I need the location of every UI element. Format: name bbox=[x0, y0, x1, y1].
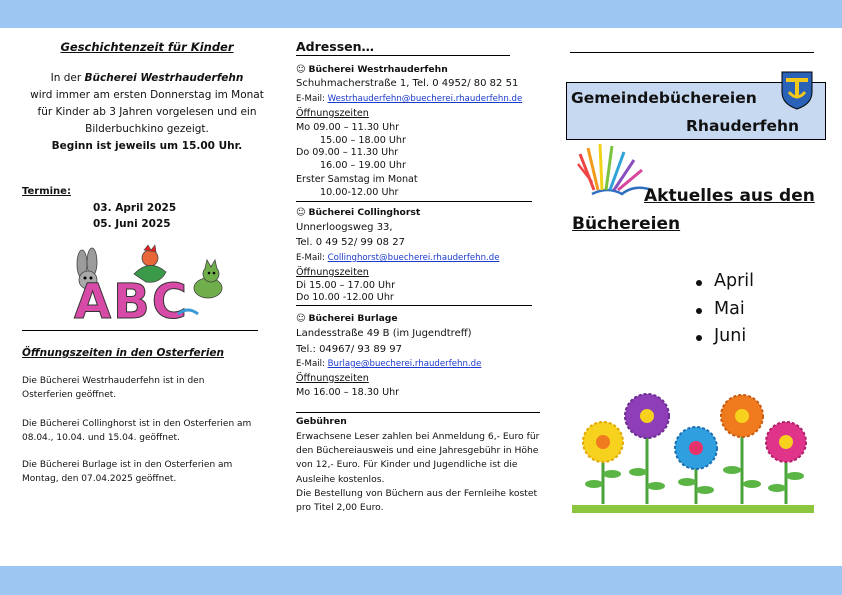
westrhauderfehn-hours-label: Öffnungszeiten bbox=[296, 108, 369, 119]
westrhauderfehn-hours-1: Mo 09.00 – 11.30 Uhr bbox=[296, 122, 400, 133]
email-label: E-Mail: bbox=[296, 94, 328, 104]
flower-orange bbox=[721, 395, 763, 437]
westrhauderfehn-name: Bücherei Westrhauderfehn bbox=[308, 64, 448, 75]
divider-westrhauderfehn bbox=[296, 201, 532, 202]
cover-title-line-2: Rhauderfehn bbox=[686, 117, 800, 135]
gebuehren-text bbox=[296, 430, 544, 515]
bullet-icon bbox=[696, 308, 702, 314]
westrhauderfehn-hours-3: Do 09.00 – 11.30 Uhr bbox=[296, 147, 399, 158]
collinghorst-email-row bbox=[296, 253, 546, 263]
burlage-email-row bbox=[296, 359, 546, 369]
westrhauderfehn-address: Schuhmacherstraße 1, Tel. 0 4952/ 80 82 51 bbox=[296, 78, 519, 89]
person-icon: ☺ bbox=[296, 207, 306, 218]
flower-blue bbox=[675, 427, 717, 469]
westrhauderfehn-hours-6: 10.00-12.00 Uhr bbox=[320, 187, 399, 198]
intro-line-4: Bilderbuchkino gezeigt. bbox=[85, 123, 209, 135]
burlage-address: Landesstraße 49 B (im Jugendtreff) bbox=[296, 328, 472, 339]
bottom-band bbox=[0, 566, 842, 595]
burlage-heading bbox=[296, 313, 546, 324]
oster-p2-l2: 08.04., 10.04. und 15.04. geöffnet. bbox=[22, 432, 180, 443]
grass-strip bbox=[572, 505, 814, 513]
collinghorst-hours-2: Do 10.00 -12.00 Uhr bbox=[296, 292, 394, 303]
westrhauderfehn-email-row bbox=[296, 94, 546, 104]
burlage-name: Bücherei Burlage bbox=[308, 313, 398, 324]
date-2: 05. Juni 2025 bbox=[93, 218, 171, 230]
adressen-title: Adressen… bbox=[296, 39, 375, 54]
divider-collinghorst bbox=[296, 305, 532, 306]
top-band bbox=[0, 0, 842, 28]
email-label: E-Mail: bbox=[296, 359, 328, 369]
intro-line-1-pre: In der bbox=[50, 72, 85, 84]
collinghorst-address: Unnerloogsweg 33, bbox=[296, 222, 393, 233]
bullet-icon bbox=[696, 280, 702, 286]
oster-paragraph-3 bbox=[22, 459, 272, 486]
collinghorst-email-link[interactable]: Collinghorst@buecherei.rhauderfehn.de bbox=[327, 253, 500, 263]
flower-purple bbox=[625, 394, 669, 438]
burlage-hours-label: Öffnungszeiten bbox=[296, 373, 369, 384]
gebuehren-line-4: Ausleihe kostenlos. bbox=[296, 473, 385, 485]
adressen-underline bbox=[296, 55, 510, 56]
westrhauderfehn-hours-2: 15.00 – 18.00 Uhr bbox=[320, 135, 406, 146]
aktuelles-line-2: Büchereien bbox=[572, 214, 681, 234]
divider-burlage bbox=[296, 412, 540, 413]
gebuehren-line-1: Erwachsene Leser zahlen bei Anmeldung 6,- Euro für bbox=[296, 431, 540, 442]
gebuehren-line-6: pro Titel 2,00 Euro. bbox=[296, 502, 384, 514]
month-label: Juni bbox=[714, 326, 747, 346]
oster-paragraph-2 bbox=[22, 418, 272, 445]
termine-label: Termine: bbox=[22, 186, 71, 197]
westrhauderfehn-hours-4: 16.00 – 19.00 Uhr bbox=[320, 160, 406, 171]
intro-line-2: wird immer am ersten Donnerstag im Monat bbox=[30, 89, 264, 101]
bullet-icon bbox=[696, 335, 702, 341]
person-icon: ☺ bbox=[296, 313, 306, 324]
oster-p1-l1: Die Bücherei Westrhauderfehn ist in den bbox=[22, 376, 205, 386]
abc-clipart-illustration bbox=[68, 244, 226, 322]
oster-p3-l2: Montag, den 07.04.2025 geöffnet. bbox=[22, 473, 177, 484]
kinder-title: Geschichtenzeit für Kinder bbox=[60, 40, 234, 54]
kinder-intro bbox=[22, 70, 272, 155]
gebuehren-title: Gebühren bbox=[296, 416, 347, 427]
month-label: April bbox=[714, 271, 754, 291]
coat-of-arms-icon bbox=[780, 70, 814, 110]
oster-p1-l2: Osterferien geöffnet. bbox=[22, 389, 117, 400]
collinghorst-name: Bücherei Collinghorst bbox=[308, 207, 421, 218]
oster-paragraph-1 bbox=[22, 375, 272, 402]
gebuehren-line-5: Die Bestellung von Büchern aus der Fernleihe kostet bbox=[296, 487, 538, 499]
intro-line-3: für Kinder ab 3 Jahren vorgelesen und ein bbox=[37, 106, 257, 118]
date-1: 03. April 2025 bbox=[93, 202, 177, 214]
burlage-hours-1: Mo 16.00 – 18.30 Uhr bbox=[296, 387, 400, 398]
westrhauderfehn-email-link[interactable]: Westrhauderfehn@buecherei.rhauderfehn.de bbox=[327, 94, 523, 104]
intro-library-name: Bücherei Westrhauderfehn bbox=[84, 72, 244, 84]
person-icon: ☺ bbox=[296, 64, 306, 75]
month-label: Mai bbox=[714, 299, 745, 319]
gebuehren-line-3: von 12,- Euro. Für Kinder und Jugendliche ist die bbox=[296, 459, 518, 471]
divider-kinder bbox=[22, 330, 258, 331]
abc-letters: ABC bbox=[74, 274, 189, 322]
oster-p3-l1: Die Bücherei Burlage ist in den Osterferien am bbox=[22, 460, 233, 470]
collinghorst-hours-label: Öffnungszeiten bbox=[296, 267, 369, 278]
flower-yellow bbox=[583, 422, 623, 462]
cover-title-line-1: Gemeindebüchereien bbox=[571, 89, 757, 107]
burlage-email-link[interactable]: Burlage@buecherei.rhauderfehn.de bbox=[327, 359, 482, 369]
intro-start-time: Beginn ist jeweils um 15.00 Uhr. bbox=[51, 140, 243, 152]
collinghorst-hours-1: Di 15.00 – 17.00 Uhr bbox=[296, 280, 396, 291]
westrhauderfehn-heading bbox=[296, 64, 546, 75]
westrhauderfehn-hours-5: Erster Samstag im Monat bbox=[296, 174, 418, 185]
burlage-tel: Tel.: 04967/ 93 89 97 bbox=[296, 344, 402, 355]
oster-p2-l1: Die Bücherei Collinghorst ist in den Osterferien am bbox=[22, 419, 252, 429]
osterferien-title: Öffnungszeiten in den Osterferien bbox=[22, 347, 225, 359]
email-label: E-Mail: bbox=[296, 253, 328, 263]
cover-top-rule bbox=[570, 52, 814, 53]
aktuelles-line-1: Aktuelles aus den bbox=[644, 186, 815, 206]
gebuehren-line-2: den Büchereiausweis und eine Jahresgebühr in Höhe bbox=[296, 445, 539, 457]
flower-pink bbox=[766, 422, 806, 462]
collinghorst-heading bbox=[296, 207, 546, 218]
flowers-illustration bbox=[572, 392, 814, 514]
collinghorst-tel: Tel. 0 49 52/ 99 08 27 bbox=[296, 237, 405, 248]
